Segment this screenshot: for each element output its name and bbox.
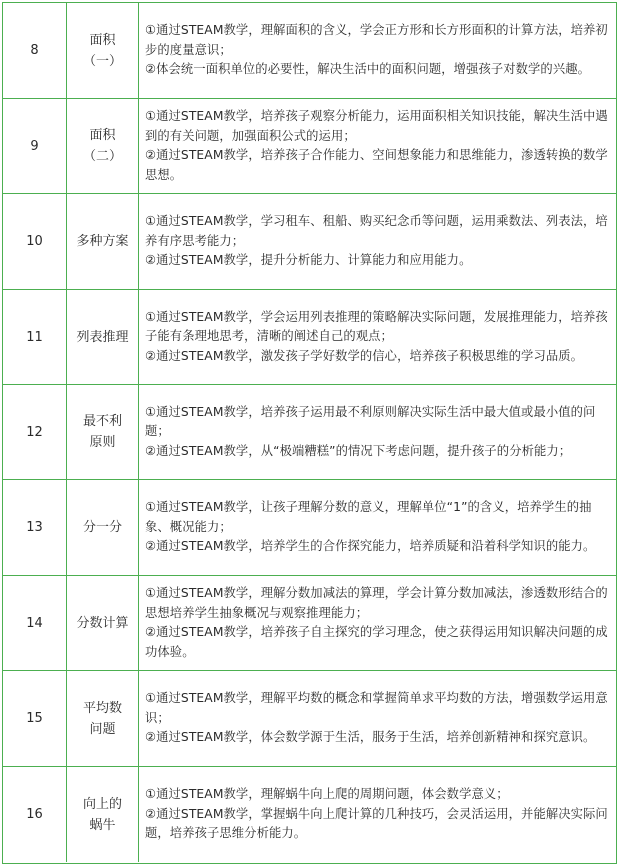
goal-text: ①通过STEAM教学，让孩子理解分数的意义，理解单位“1”的含义，培养学生的抽象、概况能力；	[145, 500, 592, 534]
lesson-topic-line: （二）	[82, 149, 122, 164]
table-row	[3, 384, 616, 479]
goal-text: ①通过STEAM教学，学会运用列表推理的策略解决实际问题，发展推理能力，培养孩子能有条理地思考，清晰的阐述自己的观点；	[145, 309, 608, 344]
table-row	[3, 479, 616, 575]
lesson-topic-line: 列表推理	[76, 329, 129, 345]
lesson-goals	[139, 767, 616, 862]
lesson-topic-line: 平均数	[82, 700, 122, 716]
goal-text: ②通过STEAM教学，掌握蜗牛向上爬计算的几种技巧，会灵活运用，并能解决实际问题，培养孩子思维分析能力。	[145, 806, 608, 841]
lesson-number: 11	[3, 290, 67, 384]
lesson-topic	[67, 194, 139, 289]
goal-text: ②通过STEAM教学，激发孩子学好数学的信心，培养孩子积极思维的学习品质。	[145, 348, 584, 363]
goal-text: ②体会统一面积单位的必要性，解决生活中的面积问题，增强孩子对数学的兴趣。	[145, 62, 591, 77]
table-row	[3, 670, 616, 766]
lesson-goals	[139, 576, 616, 670]
lesson-topic	[67, 671, 139, 766]
lesson-topic	[67, 767, 139, 862]
lesson-topic	[67, 99, 139, 193]
goal-text: ②通过STEAM教学，培养孩子自主探究的学习理念，使之获得运用知识解决问题的成功体验。	[145, 625, 608, 659]
goal-text: ②通过STEAM教学，培养孩子合作能力、空间想象能力和思维能力，渗透转换的数学思想。	[145, 148, 608, 182]
lesson-topic	[67, 480, 139, 575]
lesson-number: 8	[3, 3, 67, 98]
table-row	[3, 193, 616, 289]
lesson-topic-line: 面积	[89, 128, 116, 143]
goal-text: ②通过STEAM教学，从“极端糟糕”的情况下考虑问题，提升孩子的分析能力；	[145, 443, 572, 458]
goal-text: ①通过STEAM教学，理解分数加减法的算理，学会计算分数加减法，渗透数形结合的思想培养学生抽象概况与观察推理能力；	[145, 586, 608, 620]
lesson-goals	[139, 290, 616, 384]
lesson-topic-line: 原则	[89, 435, 116, 450]
lesson-topic-line: 最不利	[82, 414, 122, 429]
goal-text: ①通过STEAM教学，理解平均数的概念和掌握简单求平均数的方法，增强数学运用意识；	[145, 691, 608, 725]
table-row	[3, 98, 616, 193]
lesson-topic-line: 分数计算	[76, 615, 129, 631]
goal-text: ①通过STEAM教学，学习租车、租船、购买纪念币等问题，运用乘数法、列表法，培养有序思考能力；	[145, 214, 608, 248]
goal-text: ②通过STEAM教学，培养学生的合作探究能力，培养质疑和沿着科学知识的能力。	[145, 539, 596, 554]
table-row	[3, 575, 616, 670]
lesson-topic	[67, 290, 139, 384]
lesson-goals	[139, 671, 616, 766]
lesson-goals	[139, 194, 616, 289]
lesson-goals	[139, 99, 616, 193]
goal-text: ①通过STEAM教学，理解蜗牛向上爬的周期问题，体会数学意义；	[145, 787, 509, 802]
goal-text: ①通过STEAM教学，培养孩子运用最不利原则解决实际生活中最大值或最小值的问题；	[145, 404, 596, 439]
lesson-number: 10	[3, 194, 67, 289]
lesson-topic-line: （一）	[82, 53, 122, 69]
table-row	[3, 3, 616, 98]
lesson-number: 14	[3, 576, 67, 670]
lesson-topic	[67, 3, 139, 98]
lesson-topic-line: 分一分	[82, 520, 122, 535]
lesson-number: 15	[3, 671, 67, 766]
goal-text: ①通过STEAM教学，理解面积的含义，学会正方形和长方形面积的计算方法，培养初步的度量意识；	[145, 23, 608, 57]
table-row	[3, 766, 616, 862]
lesson-topic-line: 面积	[89, 32, 116, 48]
lesson-topic-line: 多种方案	[76, 234, 129, 249]
lesson-number: 12	[3, 385, 67, 479]
lesson-topic	[67, 385, 139, 479]
lesson-goals	[139, 3, 616, 98]
lesson-number: 13	[3, 480, 67, 575]
table-row	[3, 289, 616, 384]
lesson-topic-line: 问题	[89, 721, 116, 737]
curriculum-table	[2, 2, 617, 864]
goal-text: ②通过STEAM教学，体会数学源于生活，服务于生活，培养创新精神和探究意识。	[145, 730, 596, 745]
lesson-number: 9	[3, 99, 67, 193]
lesson-goals	[139, 480, 616, 575]
lesson-topic-line: 向上的	[82, 796, 122, 812]
lesson-number: 16	[3, 767, 67, 862]
lesson-topic-line: 蜗牛	[89, 817, 116, 833]
lesson-goals	[139, 385, 616, 479]
goal-text: ①通过STEAM教学，培养孩子观察分析能力，运用面积相关知识技能，解决生活中遇到的有关问题，加强面积公式的运用；	[145, 109, 608, 143]
goal-text: ②通过STEAM教学，提升分析能力、计算能力和应用能力。	[145, 253, 472, 268]
lesson-topic	[67, 576, 139, 670]
